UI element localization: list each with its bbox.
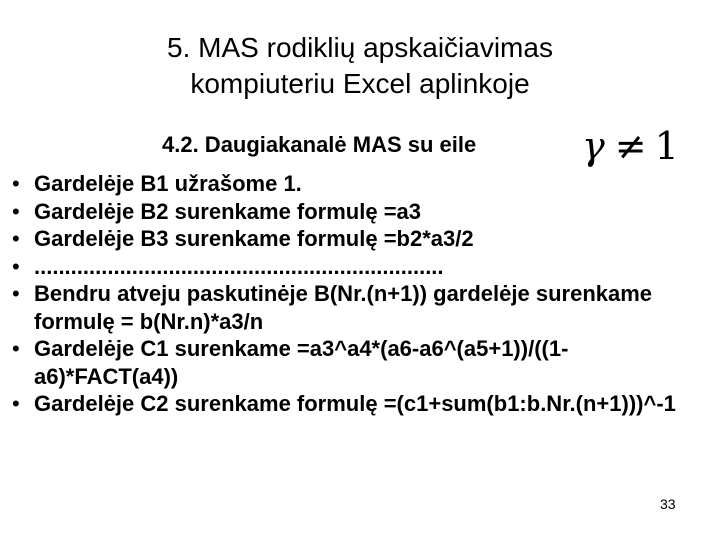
bullet-icon: • <box>12 226 20 251</box>
formula-one: 1 <box>654 124 679 168</box>
bullet-list <box>12 170 702 418</box>
list-item <box>12 335 702 390</box>
list-item <box>12 225 702 253</box>
subtitle-row <box>0 124 720 170</box>
section-subtitle: 4.2. Daugiakanalė MAS su eile <box>162 132 477 157</box>
bullet-icon: • <box>12 336 20 361</box>
bullet-icon: • <box>12 198 20 224</box>
bullet-text: Gardelėje B1 užrašome 1. <box>34 171 302 196</box>
not-equal-symbol: ≠ <box>614 124 647 168</box>
bullet-text: Gardelėje B2 surenkame formulę =a3 <box>34 198 422 224</box>
list-item <box>12 280 702 335</box>
bullet-text: Bendru atveju paskutinėje B(Nr.(n+1)) gardelėje surenkame formulę = b(Nr.n)*a3/n <box>34 281 653 334</box>
bullet-text: Gardelėje C1 surenkame =a3^a4*(a6-a6^(a5+1))/((1-a6)*FACT(a4)) <box>34 336 569 389</box>
bullet-icon: • <box>12 391 20 416</box>
bullet-text: Gardelėje C2 surenkame formulę =(c1+sum(b1:b.Nr.(n+1)))^-1 <box>34 391 676 416</box>
title-line-2: kompiuteriu Excel aplinkoje <box>190 68 530 99</box>
gamma-not-equal-one-formula <box>582 124 679 168</box>
bullet-icon: • <box>12 253 20 279</box>
list-item <box>12 390 702 418</box>
page-number: 33 <box>660 496 676 512</box>
title-line-1: 5. MAS rodiklių apskaičiavimas <box>167 32 553 63</box>
gamma-symbol: γ <box>582 124 605 168</box>
bullet-icon: • <box>12 171 20 196</box>
list-item <box>12 253 702 281</box>
bullet-text: ................................................................... <box>34 253 444 279</box>
bullet-text: Gardelėje B3 surenkame formulę =b2*a3/2 <box>34 226 474 251</box>
bullet-icon: • <box>12 281 20 306</box>
list-item <box>12 170 702 198</box>
slide-title <box>60 30 660 102</box>
list-item <box>12 198 702 226</box>
